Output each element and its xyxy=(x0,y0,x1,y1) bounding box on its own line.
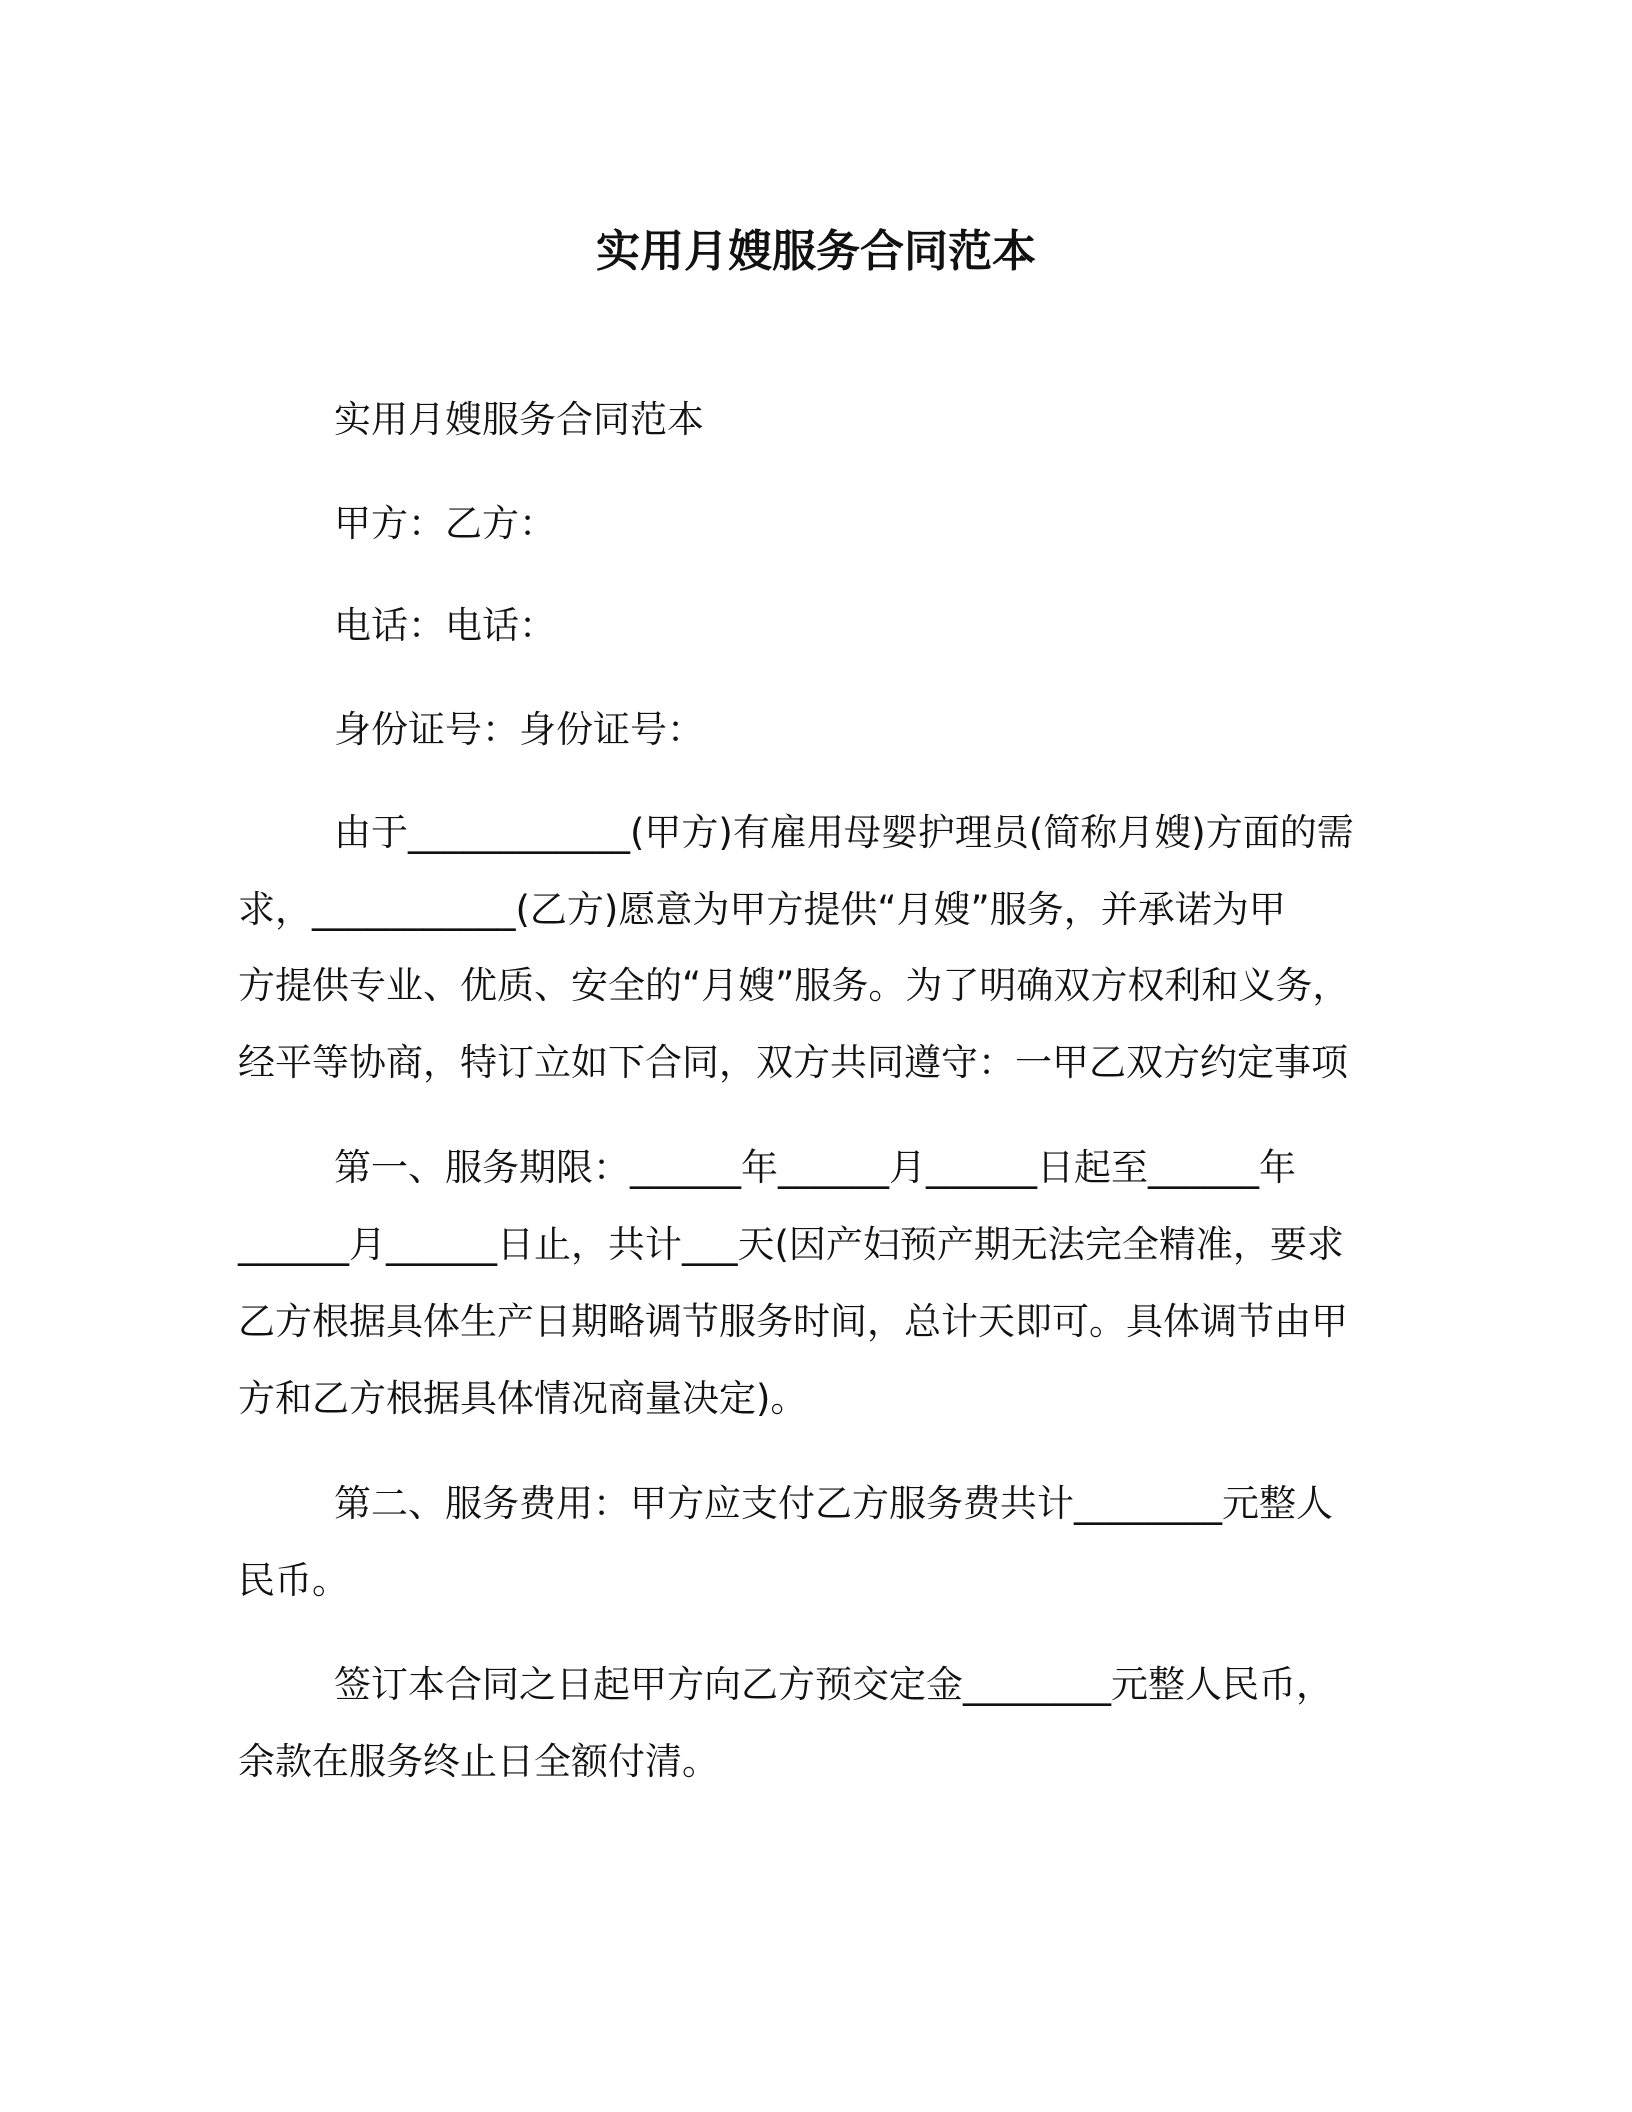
clause1-line: 第一、服务期限：______年______月______日起至______年 xyxy=(334,1146,1296,1189)
clause2-line: 民币。 xyxy=(238,1559,349,1602)
intro-line: 方提供专业、优质、安全的“月嫂”服务。为了明确双方权利和义务， xyxy=(238,964,1350,1007)
deposit-line: 余款在服务终止日全额付清。 xyxy=(238,1740,719,1783)
clause1-line: ______月______日止，共计___天(因产妇预产期无法完全精准，要求 xyxy=(238,1223,1344,1266)
clause2-line: 第二、服务费用：甲方应支付乙方服务费共计________元整人 xyxy=(334,1482,1333,1525)
deposit-line: 签订本合同之日起甲方向乙方预交定金________元整人民币， xyxy=(334,1663,1333,1706)
intro-line: 求，___________(乙方)愿意为甲方提供“月嫂”服务，并承诺为甲 xyxy=(238,888,1286,931)
clause1-line: 方和乙方根据具体情况商量决定)。 xyxy=(238,1377,808,1420)
document-title: 实用月嫂服务合同范本 xyxy=(596,226,1036,277)
document-subtitle: 实用月嫂服务合同范本 xyxy=(334,398,704,441)
intro-line: 经平等协商，特订立如下合同，双方共同遵守：一甲乙双方约定事项 xyxy=(238,1041,1348,1084)
intro-line: 由于____________(甲方)有雇用母婴护理员(简称月嫂)方面的需 xyxy=(334,811,1354,854)
parties-line: 甲方：乙方： xyxy=(334,502,556,545)
id-number-line: 身份证号：身份证号： xyxy=(334,708,704,751)
clause1-line: 乙方根据具体生产日期略调节服务时间，总计天即可。具体调节由甲 xyxy=(238,1300,1348,1343)
phone-line: 电话：电话： xyxy=(334,604,556,647)
